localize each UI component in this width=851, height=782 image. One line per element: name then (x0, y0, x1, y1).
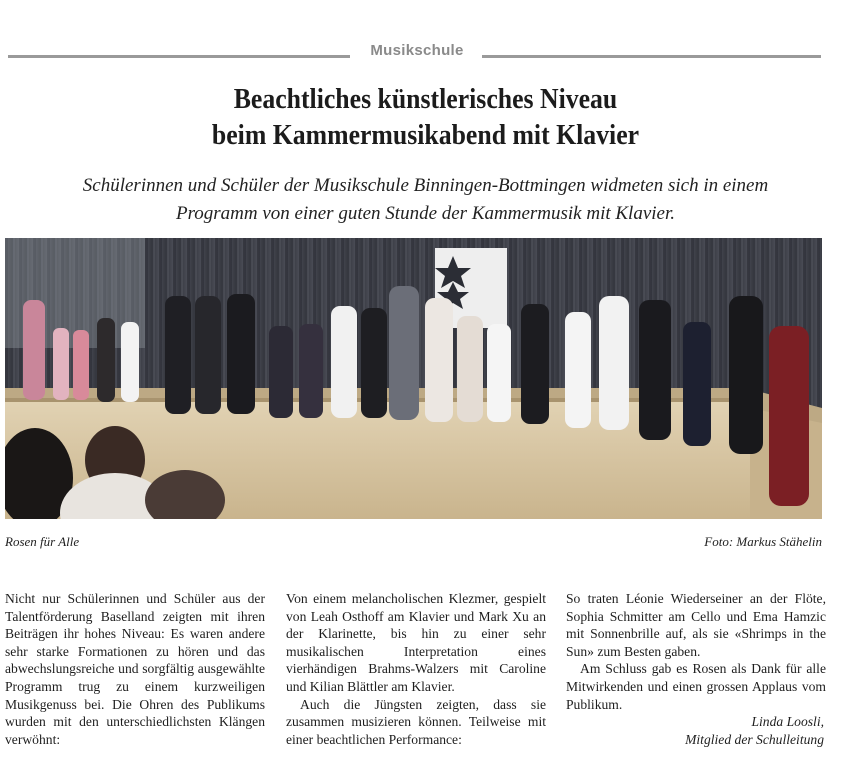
photo-credit: Foto: Markus Stähelin (704, 534, 822, 549)
concert-photo-illustration (5, 238, 822, 519)
section-label: Musikschule (370, 42, 464, 59)
paragraph: Nicht nur Schülerinnen und Schüler aus der Talentförderung Baselland zeigten mit ihren Beiträgen ihr hohes Niveau: Es waren andere sehr starke Formationen zu hören und das abwechslungsreiche und sorgfältig ausgewählte Programm trug zu einem kurzweiligen Musikgenuss bei. Die Ohren des Publikums wurden mit den unterschiedlichsten Klängen verwöhnt: (5, 591, 265, 747)
section-rule-right (482, 55, 821, 58)
headline-line-2: beim Kammermusikabend mit Klavier (211, 120, 640, 151)
article-headline (0, 82, 851, 154)
author-role: Mitglied der Schulleitung (685, 731, 824, 747)
lead-line-2: Programm von einer guten Stunde der Kammermusik mit Klavier. (175, 203, 676, 224)
author-name: Linda Loosli, (751, 714, 824, 730)
article-column-2 (286, 590, 546, 748)
headline-line-1: Beachtliches künstlerisches Niveau (233, 84, 618, 115)
article-column-1 (5, 590, 265, 748)
section-rule-left (8, 55, 350, 58)
article-lead (0, 172, 851, 228)
article-column-3 (566, 590, 826, 748)
paragraph: Auch die Jüngsten zeigten, dass sie zusammen musizieren können. Teilweise mit einer beachtlichen Performance: (286, 696, 546, 747)
paragraph: Am Schluss gab es Rosen als Dank für alle Mitwirkenden und einen grossen Applaus vom Publikum. (566, 661, 826, 712)
paragraph: So traten Léonie Wiederseiner an der Flöte, Sophia Schmitter am Cello und Ema Hamzic mit Sonnenbrille auf, als sie «Shrimps in the Sun» zum Besten gaben. (566, 591, 826, 659)
lead-line-1: Schülerinnen und Schüler der Musikschule Binningen-Bottmingen widmeten sich in einem (82, 175, 769, 196)
photo-caption: Rosen für Alle (5, 534, 80, 549)
concert-photo (5, 238, 822, 519)
paragraph: Von einem melancholischen Klezmer, gespielt von Leah Osthoff am Klavier und Mark Xu an der Klarinette, bis hin zu einer sehr musikalischen Interpretation eines vierhändigen Brahms-Walzers mit Caroline und Kilian Blättler am Klavier. (286, 591, 546, 694)
section-header (8, 42, 821, 62)
